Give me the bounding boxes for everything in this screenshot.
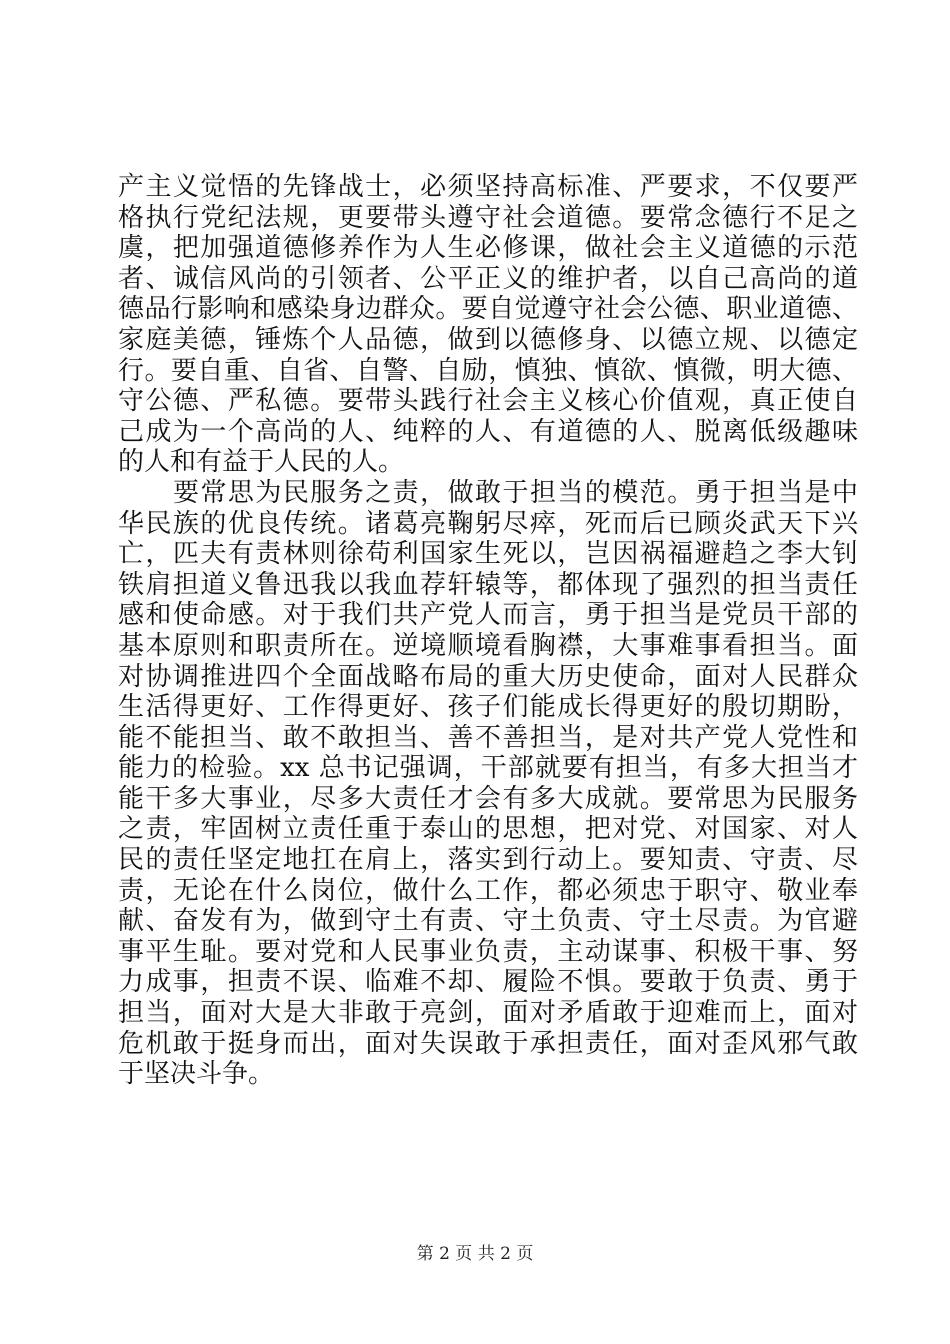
text-line: 德品行影响和感染身边群众。要自觉遵守社会公德、职业道德、 bbox=[118, 294, 858, 325]
page-number-footer: 第 2 页 共 2 页 bbox=[416, 1244, 534, 1264]
text-line: 危机敢于挺身而出，面对失误敢于承担责任，面对歪风邪气敢 bbox=[118, 1028, 858, 1059]
text-line: 献、奋发有为，做到守土有责、守土负责、守土尽责。为官避 bbox=[118, 906, 858, 937]
text-line: 对协调推进四个全面战略布局的重大历史使命，面对人民群众 bbox=[118, 661, 858, 692]
text-line: 格执行党纪法规，更要带头遵守社会道德。要常念德行不足之 bbox=[118, 202, 858, 233]
text-line: 感和使命感。对于我们共产党人而言，勇于担当是党员干部的 bbox=[118, 600, 858, 631]
text-line: 要常思为民服务之责，做敢于担当的模范。勇于担当是中 bbox=[173, 477, 858, 508]
text-line: 能干多大事业，尽多大责任才会有多大成就。要常思为民服务 bbox=[118, 783, 858, 814]
text-line: 亡，匹夫有责林则徐苟利国家生死以，岂因祸福避趋之李大钊 bbox=[118, 539, 858, 570]
text-line: 责，无论在什么岗位，做什么工作，都必须忠于职守、敬业奉 bbox=[118, 875, 858, 906]
text-line: 能不能担当、敢不敢担当、善不善担当，是对共产党人党性和 bbox=[118, 722, 858, 753]
text-line: 产主义觉悟的先锋战士，必须坚持高标准、严要求，不仅要严 bbox=[118, 172, 858, 202]
document-body bbox=[118, 172, 858, 1090]
text-line: 事平生耻。要对党和人民事业负责，主动谋事、积极干事、努 bbox=[118, 936, 858, 967]
text-line: 己成为一个高尚的人、纯粹的人、有道德的人、脱离低级趣味 bbox=[118, 416, 858, 447]
text-line: 之责，牢固树立责任重于泰山的思想，把对党、对国家、对人 bbox=[118, 814, 858, 845]
text-line: 于坚决斗争。 bbox=[118, 1059, 275, 1090]
text-line: 守公德、严私德。要带头践行社会主义核心价值观，真正使自 bbox=[118, 386, 858, 417]
text-line: 的人和有益于人民的人。 bbox=[118, 447, 405, 478]
text-line: 者、诚信风尚的引领者、公平正义的维护者，以自己高尚的道 bbox=[118, 263, 858, 294]
text-line: 民的责任坚定地扛在肩上，落实到行动上。要知责、守责、尽 bbox=[118, 845, 858, 876]
text-line: 铁肩担道义鲁迅我以我血荐轩辕等，都体现了强烈的担当责任 bbox=[118, 569, 858, 600]
text-line: 华民族的优良传统。诸葛亮鞠躬尽瘁，死而后已顾炎武天下兴 bbox=[118, 508, 858, 539]
text-line: 家庭美德，锤炼个人品德，做到以德修身、以德立规、以德定 bbox=[118, 324, 858, 355]
text-line: 行。要自重、自省、自警、自励，慎独、慎欲、慎微，明大德、 bbox=[118, 355, 858, 386]
paragraph-2 bbox=[118, 478, 858, 1090]
paragraph-1 bbox=[118, 172, 858, 478]
text-line: 担当，面对大是大非敢于亮剑，面对矛盾敢于迎难而上，面对 bbox=[118, 998, 858, 1029]
text-line: 生活得更好、工作得更好、孩子们能成长得更好的殷切期盼， bbox=[118, 692, 858, 723]
text-line: 虞，把加强道德修养作为人生必修课，做社会主义道德的示范 bbox=[118, 233, 858, 264]
text-line: 力成事，担责不误、临难不却、履险不惧。要敢于负责、勇于 bbox=[118, 967, 858, 998]
text-line: 基本原则和职责所在。逆境顺境看胸襟，大事难事看担当。面 bbox=[118, 630, 858, 661]
text-line: 能力的检验。xx 总书记强调，干部就要有担当，有多大担当才 bbox=[118, 753, 858, 784]
